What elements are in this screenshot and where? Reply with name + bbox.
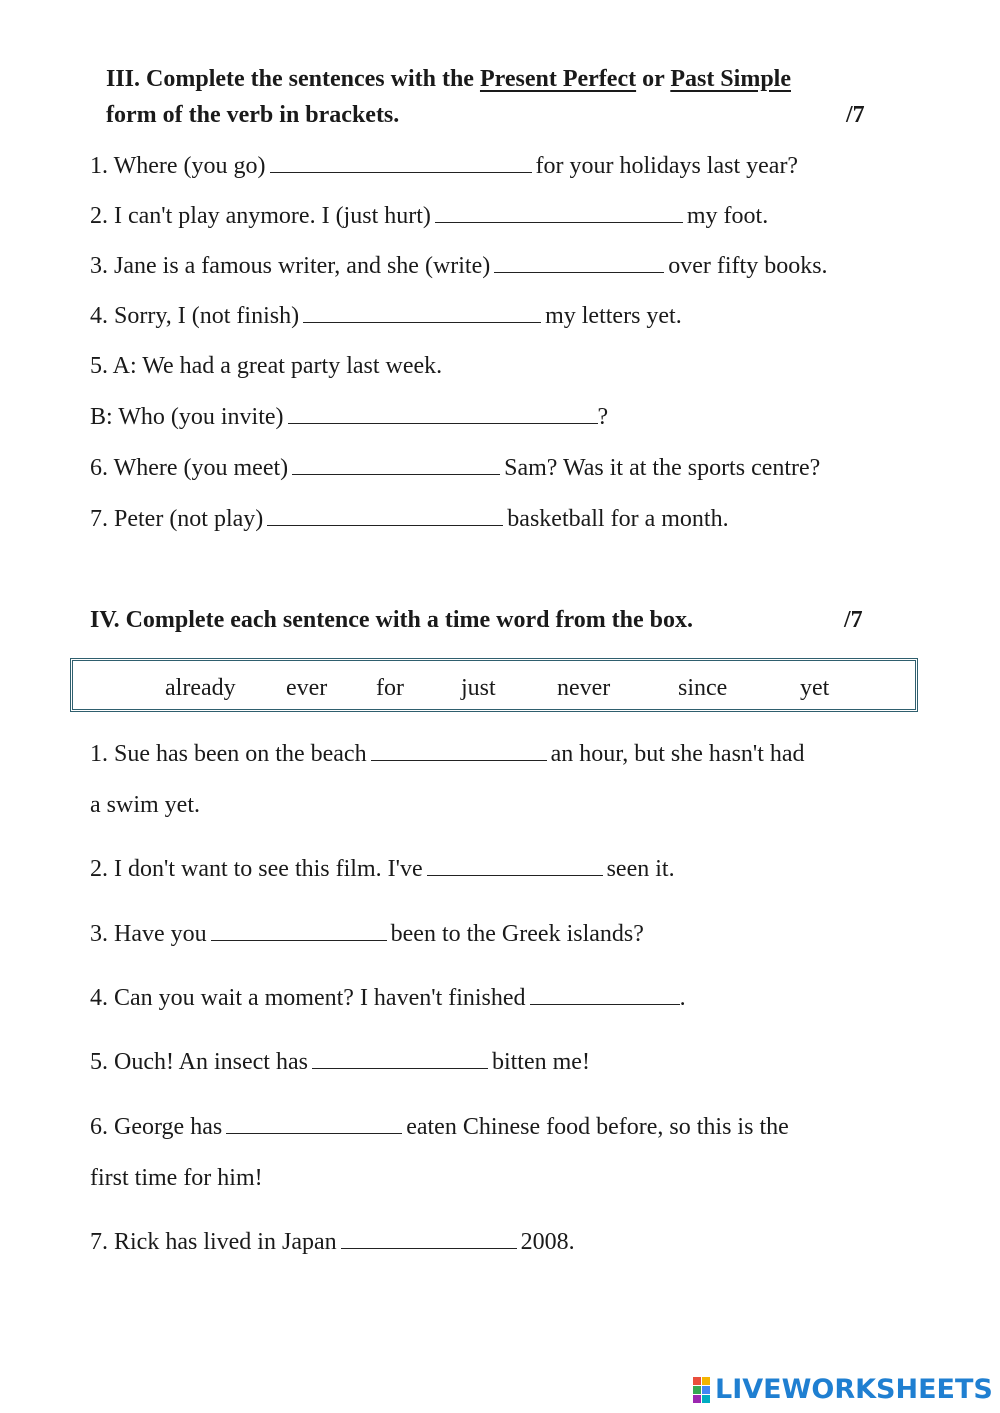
section3-item-6: 6. Where (you meet) Sam? Was it at the sports centre?: [90, 455, 821, 481]
word-ever: ever: [286, 675, 328, 701]
section3-heading-or: or: [636, 66, 671, 92]
section3-tense-present-perfect: Present Perfect: [479, 66, 637, 92]
section4-item-1: 1. Sue has been on the beach an hour, but she hasn't had: [90, 741, 805, 767]
section4-item-3: 3. Have you been to the Greek islands?: [90, 921, 644, 947]
section3-item-2: 2. I can't play anymore. I (just hurt) my foot.: [90, 203, 769, 229]
section3-item-7: 7. Peter (not play) basketball for a month.: [90, 506, 729, 532]
answer-blank-3-7[interactable]: [267, 507, 503, 526]
answer-blank-4-6[interactable]: [226, 1115, 402, 1134]
section3-item-5a: 5. A: We had a great party last week.: [90, 353, 443, 379]
section4-item-6-line2: first time for him!: [90, 1165, 263, 1191]
word-for: for: [376, 675, 404, 701]
section4-item-6: 6. George has eaten Chinese food before, so this is the: [90, 1114, 789, 1140]
liveworksheets-logo-icon: [693, 1375, 711, 1403]
section3-heading-text: III. Complete the sentences with the: [106, 66, 480, 92]
section3-heading-line2: form of the verb in brackets.: [106, 102, 400, 128]
word-already: already: [165, 675, 236, 701]
answer-blank-4-7[interactable]: [341, 1230, 517, 1249]
word-never: never: [557, 675, 611, 701]
logo-text: LIVEWORKSHEETS: [715, 1373, 993, 1405]
answer-blank-3-4[interactable]: [303, 304, 541, 323]
answer-blank-4-2[interactable]: [427, 857, 603, 876]
section4-item-2: 2. I don't want to see this film. I've seen it.: [90, 856, 675, 882]
word-since: since: [678, 675, 728, 701]
section3-item-5b: B: Who (you invite) ?: [90, 404, 609, 430]
word-just: just: [461, 675, 496, 701]
section3-item-3: 3. Jane is a famous writer, and she (write) over fifty books.: [90, 253, 828, 279]
answer-blank-3-3[interactable]: [494, 254, 664, 273]
section3-score: /7: [846, 102, 865, 128]
answer-blank-3-5[interactable]: [288, 405, 598, 424]
section4-item-1-line2: a swim yet.: [90, 792, 200, 818]
answer-blank-3-6[interactable]: [292, 456, 500, 475]
answer-blank-4-1[interactable]: [371, 742, 547, 761]
section4-item-4: 4. Can you wait a moment? I haven't finished .: [90, 985, 686, 1011]
liveworksheets-logo: [693, 1372, 993, 1406]
section3-heading-line1: [106, 64, 791, 94]
section3-item-1: 1. Where (you go) for your holidays last year?: [90, 153, 799, 179]
answer-blank-4-3[interactable]: [211, 922, 387, 941]
time-word-box: [70, 658, 918, 712]
answer-blank-3-2[interactable]: [435, 204, 683, 223]
answer-blank-4-4[interactable]: [530, 986, 680, 1005]
section3-item-4: 4. Sorry, I (not finish) my letters yet.: [90, 303, 682, 329]
section4-score: /7: [844, 607, 863, 633]
section4-item-5: 5. Ouch! An insect has bitten me!: [90, 1049, 590, 1075]
section4-item-7: 7. Rick has lived in Japan 2008.: [90, 1229, 575, 1255]
answer-blank-4-5[interactable]: [312, 1050, 488, 1069]
answer-blank-3-1[interactable]: [270, 154, 532, 173]
section4-heading: IV. Complete each sentence with a time word from the box.: [90, 607, 694, 633]
section3-tense-past-simple: Past Simple: [670, 66, 791, 92]
word-yet: yet: [800, 675, 830, 701]
